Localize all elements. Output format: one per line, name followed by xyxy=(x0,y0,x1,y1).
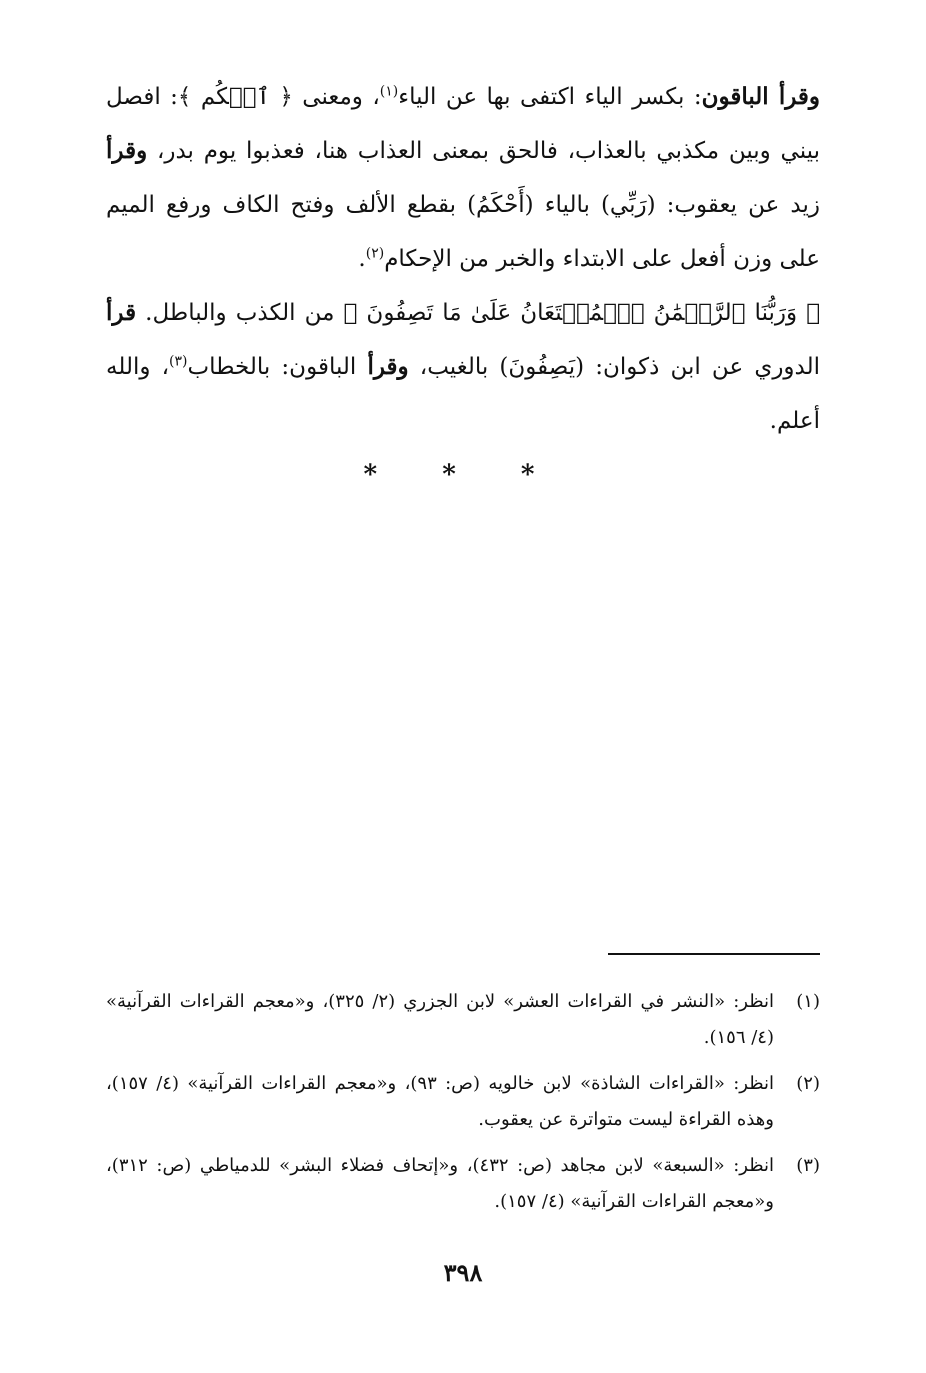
footnote-number: (١) xyxy=(796,991,820,1012)
footnote-divider xyxy=(608,953,820,955)
text-segment: ، ومعنى ﴿ ٱحۡكُم ﴾: افصل بيني وبين مكذبي بالعذاب، فالحق بمعنى العذاب هنا، فعذبوا يوم بدر، xyxy=(106,84,820,164)
text-segment: زيد عن يعقوب: (رَبِّي) بالياء (أَحْكَمُ) بقطع الألف وفتح الكاف ورفع الميم على وزن أفعل على الابتداء والخبر من الإحكام xyxy=(106,192,820,272)
text-segment: وقرأ الباقون xyxy=(701,83,821,110)
paragraph-1 xyxy=(106,70,820,286)
text-segment: من الكذب والباطل. xyxy=(136,300,344,326)
footnote-number: (٣) xyxy=(796,1155,820,1176)
footnote-ref-2: (٢) xyxy=(365,245,385,262)
text-segment: وقرأ xyxy=(367,353,409,380)
footnote-2 xyxy=(106,1066,820,1138)
footnote-number: (٢) xyxy=(796,1073,820,1094)
text-segment: قرأ xyxy=(106,299,137,326)
text-segment: الدوري عن ابن ذكوان: (يَصِفُونَ) بالغيب، xyxy=(408,354,821,380)
text-segment: وقرأ xyxy=(106,137,148,164)
section-separator: * * * xyxy=(363,460,563,490)
footnote-text: انظر: «النشر في القراءات العشر» لابن الجزري (٢/ ٣٢٥)، و«معجم القراءات القرآنية» (٤/ ١٥٦). xyxy=(106,991,774,1048)
text-segment: : بكسر الياء اكتفى بها عن الياء xyxy=(398,84,702,110)
text-segment: ، والله أعلم. xyxy=(106,354,820,434)
footnote-ref-1: (١) xyxy=(379,83,399,100)
footnote-text: انظر: «القراءات الشاذة» لابن خالويه (ص: ٩٣)، و«معجم القراءات القرآنية» (٤/ ١٥٧)، وهذه القراءة ليست متواترة عن يعقوب. xyxy=(106,1073,774,1130)
page-number: ٣٩٨ xyxy=(443,1258,483,1287)
footnote-3 xyxy=(106,1148,820,1220)
quran-verse: ﴿ وَرَبُّنَا ٱلرَّحۡمَٰنُ ٱلۡمُسۡتَعَانُ عَلَىٰ مَا تَصِفُونَ ﴾ xyxy=(343,300,821,326)
main-text xyxy=(106,70,820,448)
paragraph-2 xyxy=(106,286,820,448)
footnotes xyxy=(106,984,820,1230)
footnote-text: انظر: «السبعة» لابن مجاهد (ص: ٤٣٢)، و«إتحاف فضلاء البشر» للدمياطي (ص: ٣١٢)، و«معجم القراءات القرآنية» (٤/ ١٥٧). xyxy=(106,1155,774,1212)
text-segment: . xyxy=(358,246,366,272)
text-segment: الباقون: بالخطاب xyxy=(187,354,368,380)
footnote-ref-3: (٣) xyxy=(169,353,188,370)
footnote-1 xyxy=(106,984,820,1056)
